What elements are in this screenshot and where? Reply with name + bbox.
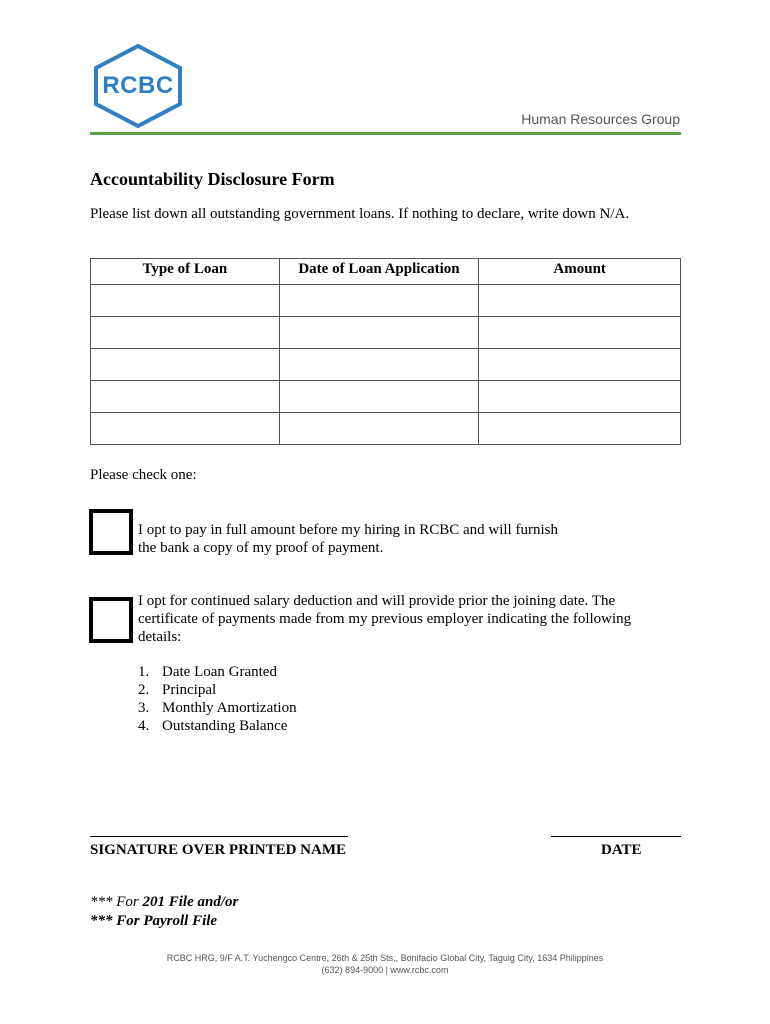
option-line: details: — [138, 629, 182, 645]
form-title: Accountability Disclosure Form — [90, 169, 335, 189]
header-divider — [90, 132, 681, 135]
table-cell[interactable] — [91, 349, 280, 381]
table-cell[interactable] — [279, 285, 479, 317]
column-header-date-of-loan-application: Date of Loan Application — [279, 259, 479, 285]
column-header-type-of-loan: Type of Loan — [91, 259, 280, 285]
option-line: certificate of payments made from my previous employer indicating the following — [138, 611, 632, 627]
table-row — [91, 285, 681, 317]
note-payroll-file: *** For Payroll File — [90, 913, 218, 929]
table-cell[interactable] — [479, 349, 681, 381]
signature-label: SIGNATURE OVER PRINTED NAME — [90, 842, 346, 858]
option-line: I opt for continued salary deduction and will provide prior the joining date. The — [138, 593, 616, 609]
note-prefix: *** For — [90, 894, 143, 910]
footer-contact: (632) 894-9000 | www.rcbc.com — [321, 965, 449, 975]
logo-text: RCBC — [102, 72, 174, 99]
list-item — [138, 699, 297, 717]
list-text: Date Loan Granted — [162, 664, 277, 680]
table-cell[interactable] — [479, 413, 681, 445]
pay-in-full-option-text — [138, 521, 588, 557]
salary-deduction-option-text — [138, 592, 648, 646]
table-row — [91, 413, 681, 445]
date-line[interactable] — [551, 836, 681, 837]
table-row — [91, 381, 681, 413]
list-item — [138, 717, 297, 735]
table-cell[interactable] — [279, 349, 479, 381]
column-header-amount: Amount — [479, 259, 681, 285]
pay-in-full-checkbox[interactable] — [89, 509, 133, 555]
option-line: I opt to pay in full amount before my hiring in RCBC and will furnish — [138, 522, 558, 538]
table-header-row — [91, 259, 681, 285]
table-cell[interactable] — [91, 285, 280, 317]
list-number: 4. — [138, 718, 150, 734]
form-instruction: Please list down all outstanding government loans. If nothing to declare, write down N/A. — [90, 206, 630, 222]
table-row — [91, 349, 681, 381]
table-cell[interactable] — [279, 381, 479, 413]
department-label: Human Resources Group — [521, 111, 680, 127]
table-cell[interactable] — [91, 413, 280, 445]
note-201-file — [90, 894, 238, 911]
list-text: Monthly Amortization — [162, 700, 297, 716]
list-text: Principal — [162, 682, 217, 698]
date-label: DATE — [601, 842, 642, 858]
list-number: 2. — [138, 682, 150, 698]
table-cell[interactable] — [479, 285, 681, 317]
list-item — [138, 681, 297, 699]
check-prompt: Please check one: — [90, 467, 197, 483]
table-cell[interactable] — [279, 317, 479, 349]
table-cell[interactable] — [91, 317, 280, 349]
note-bold: 201 File and/or — [142, 894, 239, 910]
table-cell[interactable] — [91, 381, 280, 413]
table-cell[interactable] — [479, 317, 681, 349]
list-text: Outstanding Balance — [162, 718, 288, 734]
signature-line[interactable] — [90, 836, 348, 837]
loans-table — [90, 258, 681, 445]
table-cell[interactable] — [479, 381, 681, 413]
footer-address: RCBC HRG, 9/F A.T. Yuchengco Centre, 26th & 25th Sts., Bonifacio Global City, Taguig City, 1634 Philippines — [166, 953, 604, 963]
list-item — [138, 663, 297, 681]
rcbc-logo — [88, 44, 188, 128]
option-line: the bank a copy of my proof of payment. — [138, 540, 384, 556]
table-cell[interactable] — [279, 413, 479, 445]
details-list — [138, 663, 297, 735]
salary-deduction-checkbox[interactable] — [89, 597, 133, 643]
list-number: 1. — [138, 664, 150, 680]
list-number: 3. — [138, 700, 150, 716]
table-row — [91, 317, 681, 349]
